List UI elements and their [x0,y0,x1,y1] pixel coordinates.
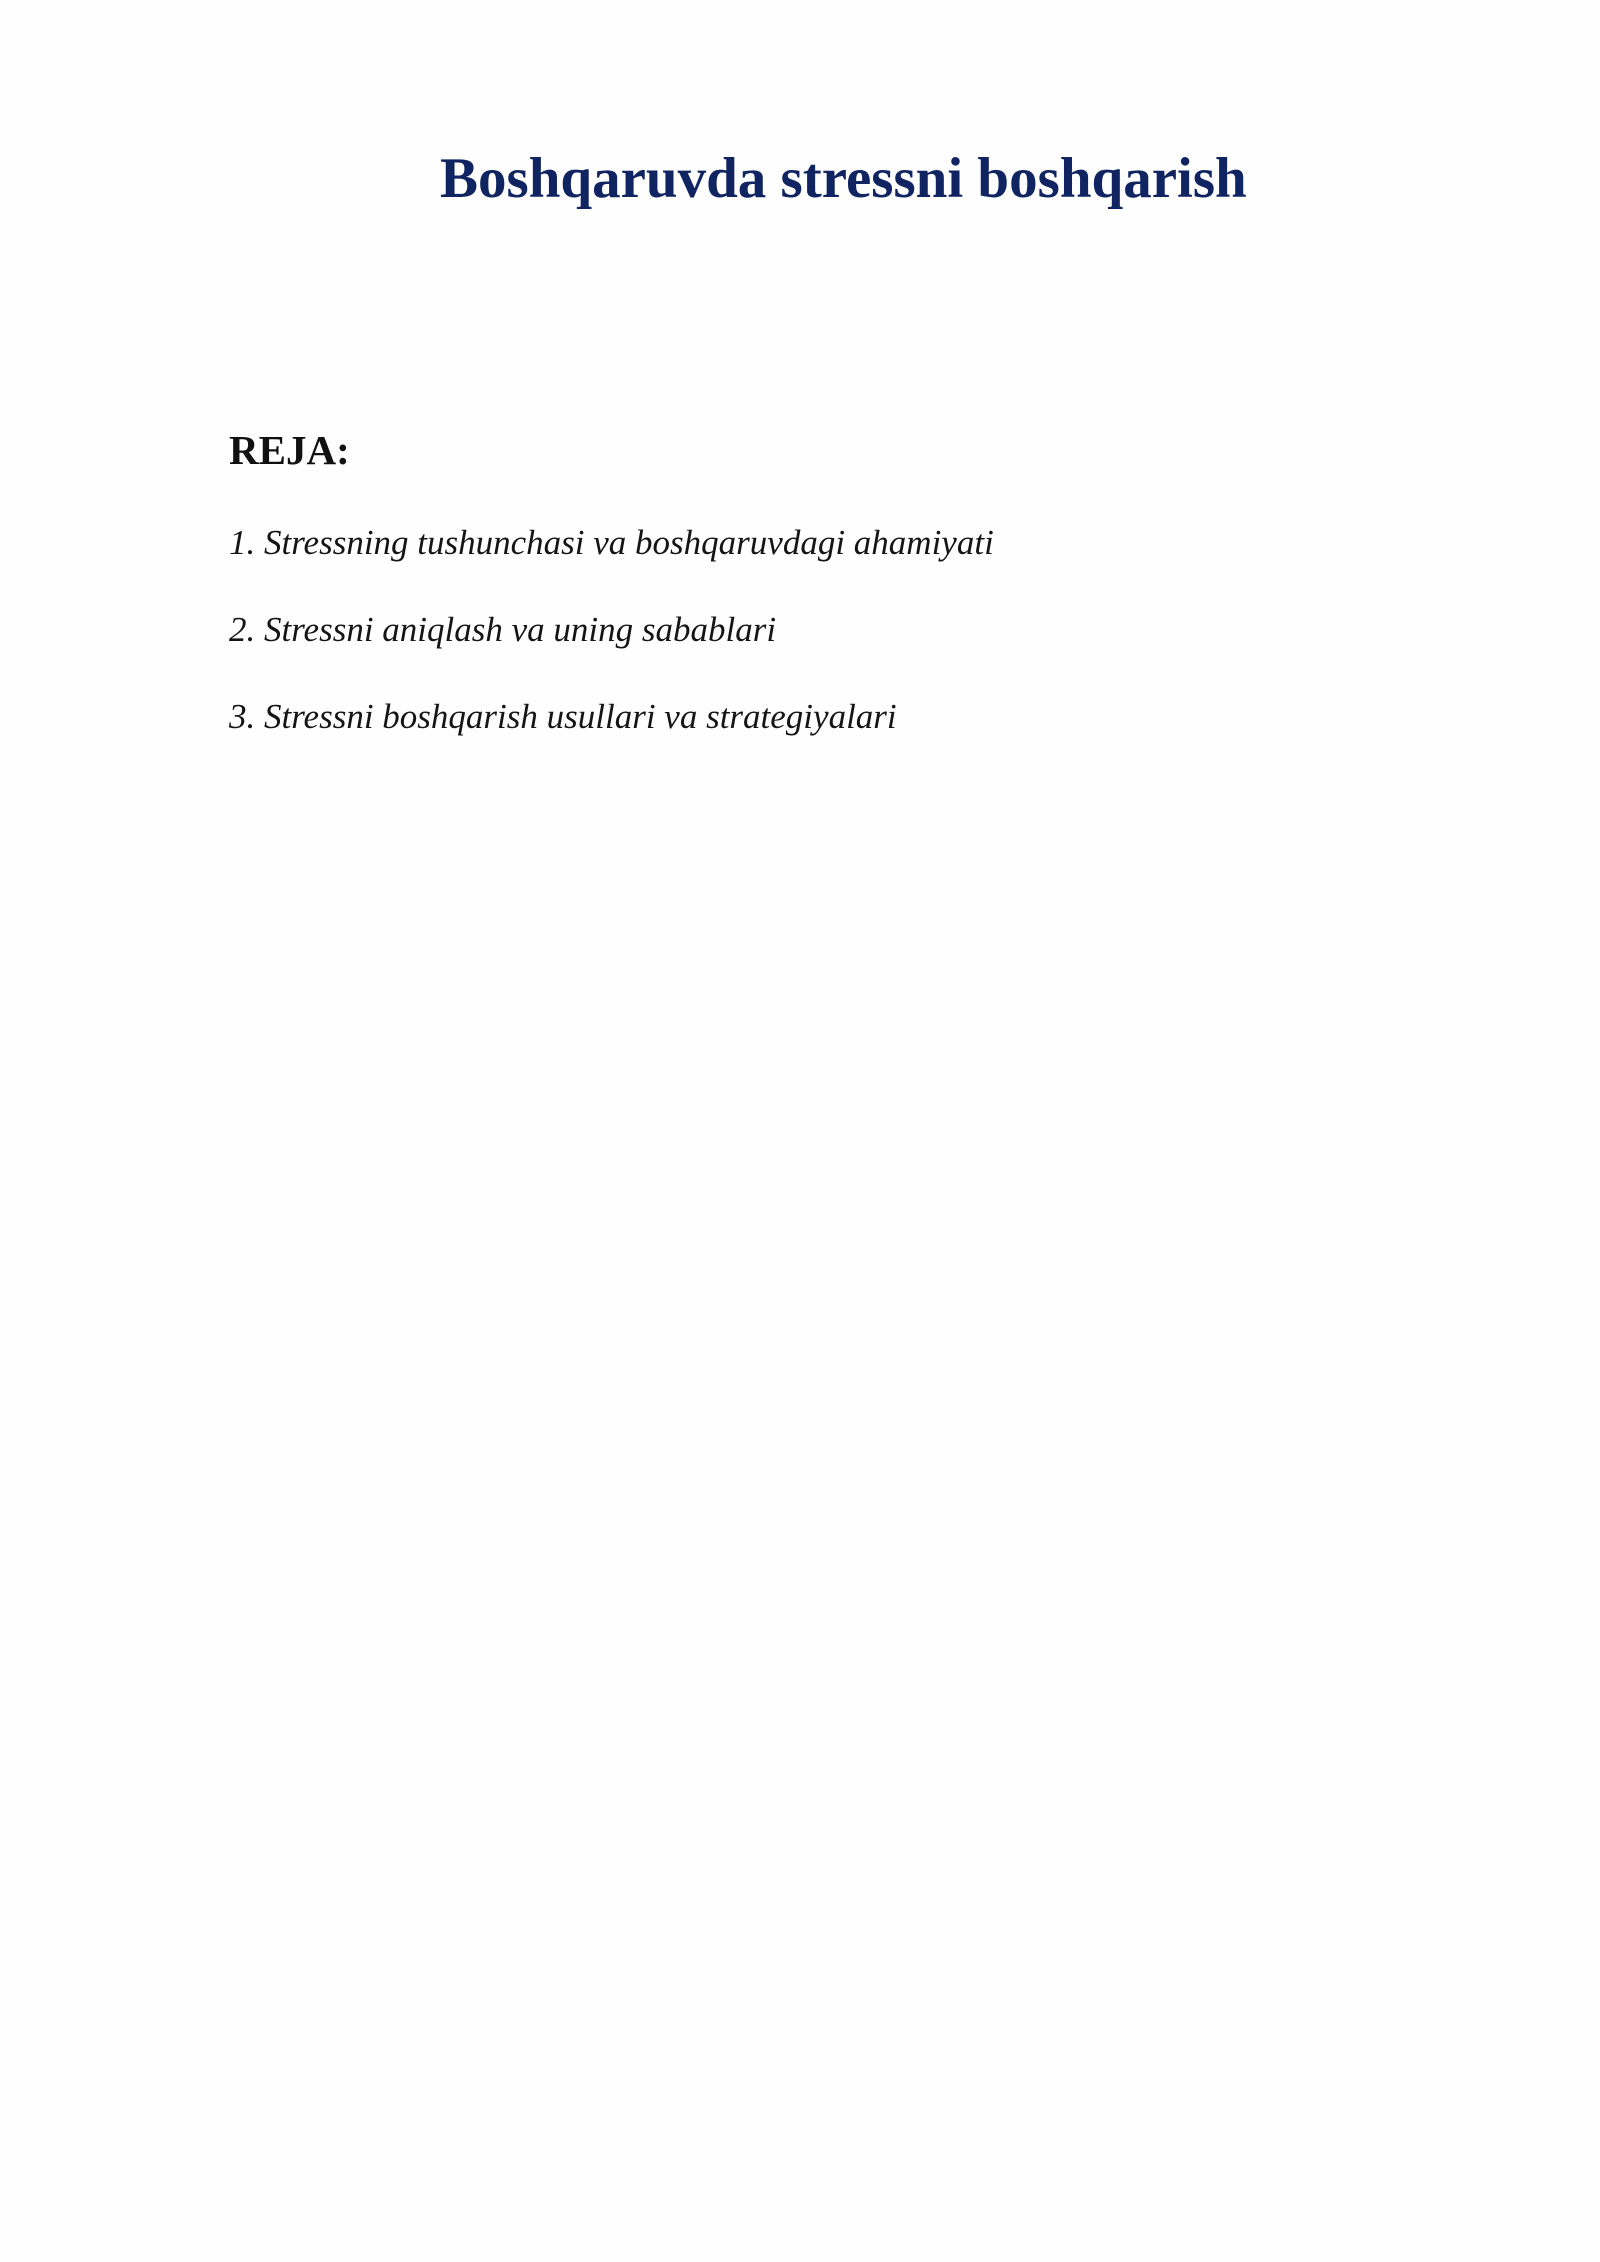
plan-item: 1. Stressning tushunchasi va boshqaruvdagi ahamiyati [229,523,994,562]
plan-list [229,523,994,784]
plan-item: 3. Stressni boshqarish usullari va strategiyalari [229,697,897,736]
plan-item: 2. Stressni aniqlash va uning sabablari [229,610,777,649]
document-title: Boshqaruvda stressni boshqarish [440,147,1247,210]
plan-heading: REJA: [229,427,350,473]
